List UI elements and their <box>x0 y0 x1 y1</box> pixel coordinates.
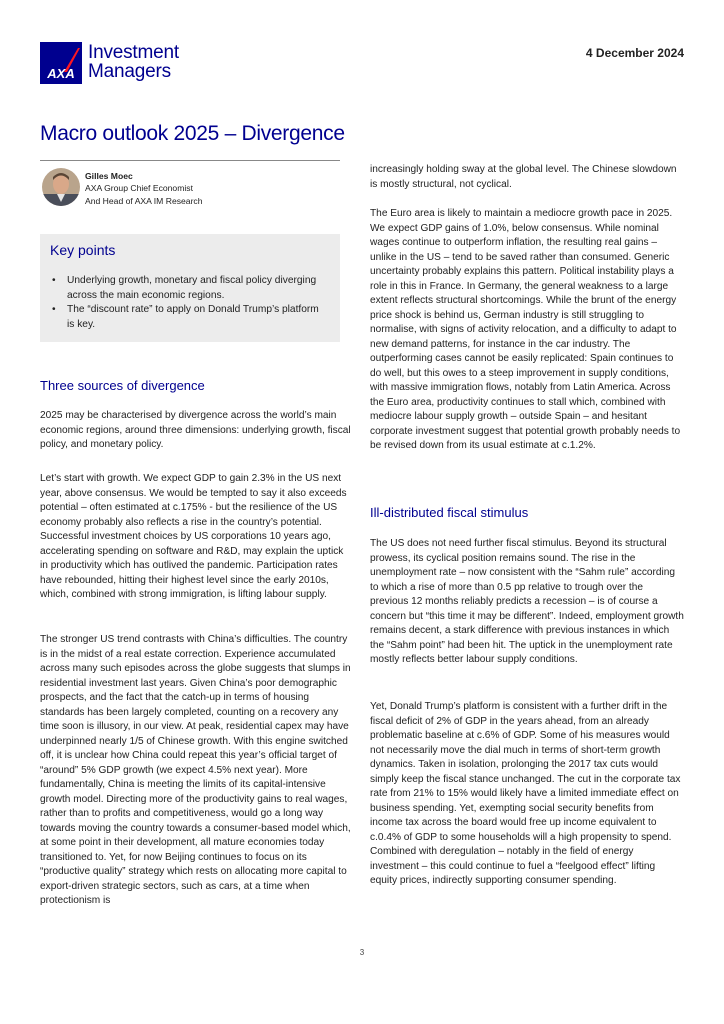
paragraph: increasingly holding sway at the global level. The Chinese slowdown is mostly structural, not cyclical. <box>370 164 677 190</box>
paragraph: The Euro area is likely to maintain a mediocre growth pace in 2025. We expect GDP gains of 1.0%, below consensus. While nominal wages continue to outperform inflation, the resulting real gains – unlike in the US – tend to be saved rather than consumed. Generic uncertainty probably explains this pattern. Political instability plays a role in this in France. In Germany, the general weakness to a large extent reflects structural shortcomings. While the brunt of the energy price shock is behind us, German industry is still struggling to normalise, with signs of activity relocation, and a difficulty to adapt to new demand patterns, for instance in the car industry. The outperforming cases cannot be easily replicated: Spain continues to do well, but this owes to a steep improvement in supply conditions, with massive immigration flows, notably from Latin America. Across the Euro area, productivity continues to stall which, combined with mediocre labour supply growth – outside Spain – and hesitant corporate investment suggest that potential growth probably needs to be revised down from its usual estimate at c.1.2%. <box>370 208 681 451</box>
key-points-heading: Key points <box>50 242 116 258</box>
svg-text:AXA: AXA <box>47 66 75 81</box>
axa-logo-icon <box>40 42 82 84</box>
paragraph: The US does not need further fiscal stimulus. Beyond its structural prowess, its cyclical position remains sound. The rise in the unemployment rate – now consistent with the “Sahm rule” according to which a rise of more than 0.5 pp relative to trough over the previous 12 months reliably predicts a recession – is of course a concern but “this time it may be different”. Indeed, employment growth remains decent, a stark difference with previous instances in which the “Sahm point” had been hit. The uptick in the unemployment rate mostly reflects better labour supply conditions. <box>370 538 684 665</box>
author-name: Gilles Moec <box>85 171 133 181</box>
author-role: AXA Group Chief Economist <box>85 183 193 194</box>
brand-name: Investment Managers <box>88 42 179 82</box>
key-point-item: • The “discount rate” to apply on Donald Trump’s platform is key. <box>52 303 322 332</box>
paragraph: Let’s start with growth. We expect GDP to gain 2.3% in the US next year, above consensus. We would be tempted to say it also exceeds potential – often estimated at c.175% - but the resilience of the US economy probably also reflects a rise in the country’s potential. Successful investment choices by US corporations 10 years ago, accelerating spending on software and R&D, may explain the uptick in productivity which has outlived the pandemic. Participation rates have rebounded, hitting their highest level since the early 2010s, which, combined with strong immigration, is lifting labour supply. <box>40 473 347 600</box>
paragraph: 2025 may be characterised by divergence across the world’s main economic regions, around three dimensions: underlying growth, fiscal policy, and monetary policy. <box>40 410 351 450</box>
section-heading-fiscal: Ill-distributed fiscal stimulus <box>370 505 529 520</box>
paragraph: Yet, Donald Trump’s platform is consistent with a further drift in the fiscal deficit of 2% of GDP in the years ahead, from an already problematic baseline at c.6% of GDP. Some of his measures would not necessarily move the dial much in terms of short-term growth dynamics. Taken in isolation, prolonging the 2017 tax cuts would simply keep the fiscal stance unchanged. The cut in the corporate tax rate from 21% to 15% would likely have a limited immediate effect on business spending. Yet, exempting social security benefits from income tax across the board would free up income equivalent to c.0.4% of GDP to some households will a high propensity to spend. Combined with deregulation – notably in the field of energy investment – this could continue to fuel a “feelgood effect” lifting equity prices, indirectly supporting consumer spending. <box>370 701 681 886</box>
author-avatar <box>42 168 80 206</box>
author-block <box>40 168 340 212</box>
axa-im-logo <box>40 42 200 84</box>
key-point-item: • Underlying growth, monetary and fiscal policy diverging across the main economic regions. <box>52 274 322 303</box>
title-divider <box>40 160 340 161</box>
key-points-list <box>52 274 322 332</box>
publication-date: 4 December 2024 <box>585 46 684 60</box>
author-role-secondary: And Head of AXA IM Research <box>85 195 203 206</box>
section-heading-divergence: Three sources of divergence <box>40 378 205 393</box>
page-number: 3 <box>359 948 365 957</box>
key-points-box <box>40 234 340 342</box>
page-title: Macro outlook 2025 – Divergence <box>40 122 345 145</box>
paragraph: The stronger US trend contrasts with China’s difficulties. The country is in the midst of a real estate correction. Experience accumulated across many such episodes across the globe suggests that slumps in residential investment last years. Given China’s poor demographic prospects, and the fact that the catch-up in terms of housing standards has been largely completed, counting on a recovery any time soon is illusory, in our view. At peak, residential capex may have underpinned nearly 1/5 of Chinese growth. With this engine switched off, it is unclear how China could repeat this year’s official target of “around” 5% GDP growth (we expect 4.5% next year). More fundamentally, China is meeting the limits of its capital-intensive growth model. Directing more of the productivity gains to real wages, rather than to profits and competitiveness, would go a long way towards moving the country towards a consumer-based model which, at some point in their development, all mature economies today transitioned to. Yet, for now Beijing continues to focus on its “productive quality” strategy which rests on allocating more capital to export-driven strategic sectors, such as cars, at a time when protectionism is <box>40 634 351 906</box>
